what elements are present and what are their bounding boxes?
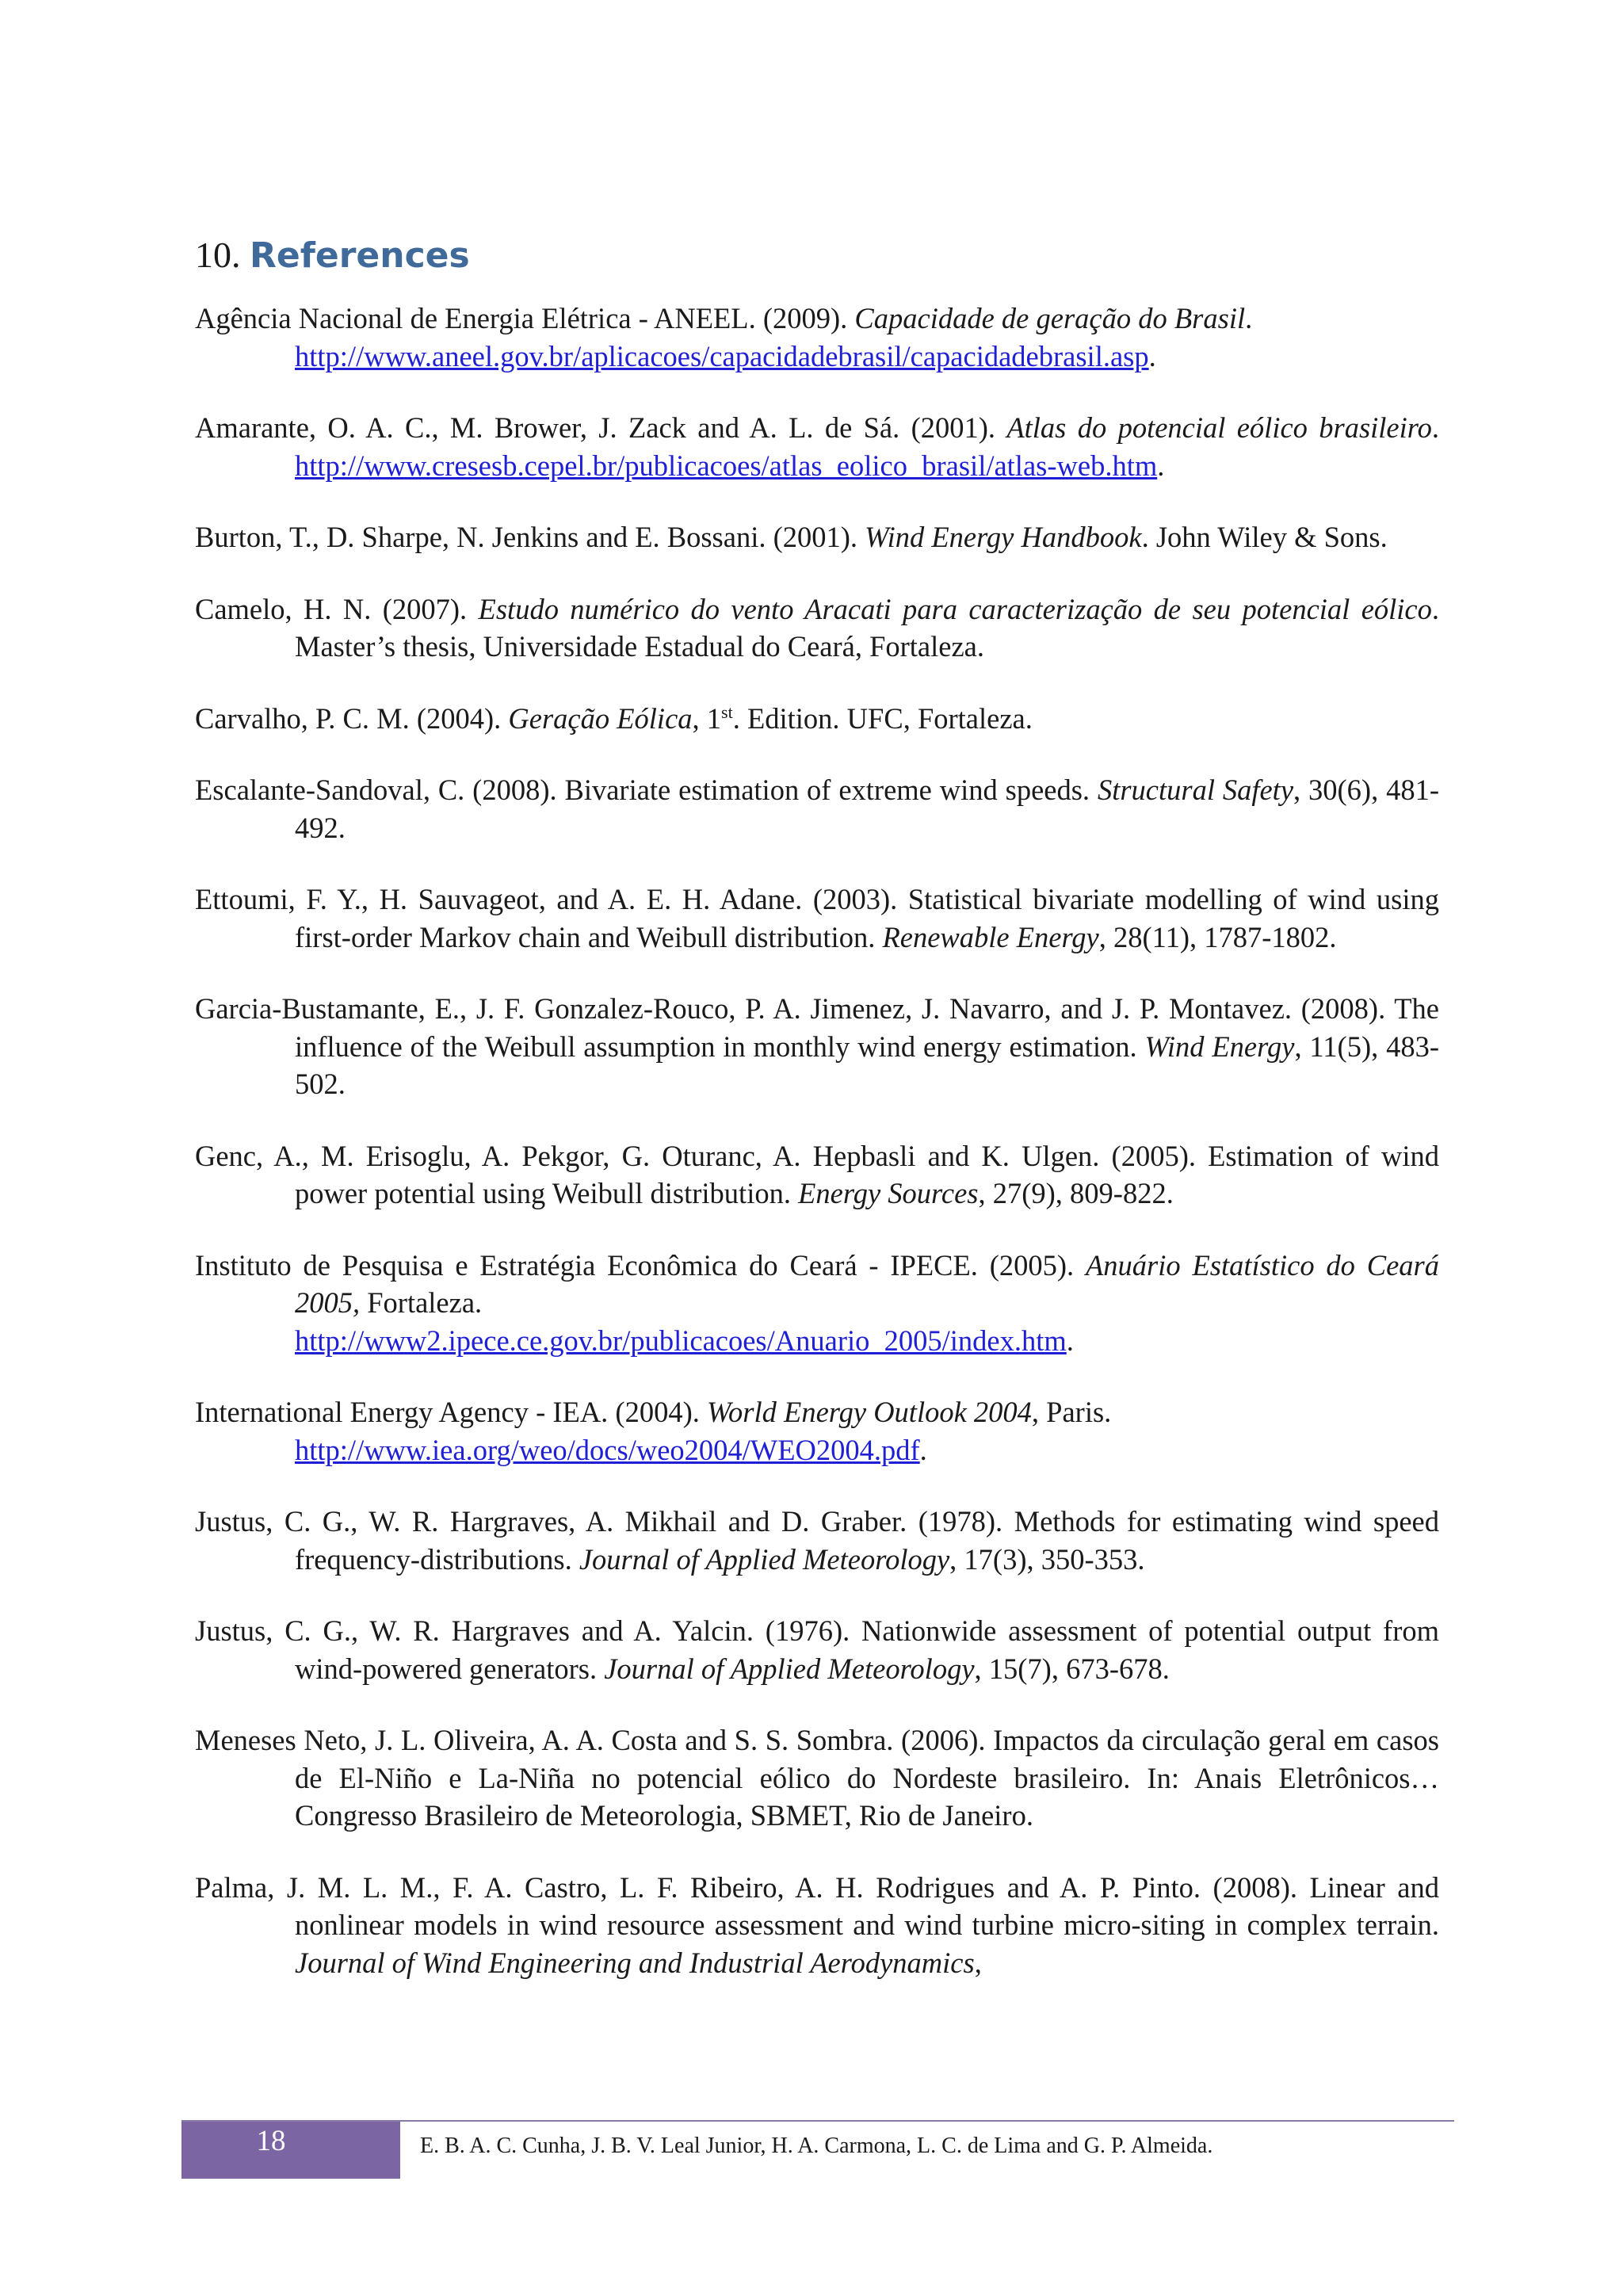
reference-item: Burton, T., D. Sharpe, N. Jenkins and E. Bossani. (2001). Wind Energy Handbook. John Wiley & Sons. bbox=[195, 521, 1388, 553]
reference-item: Amarante, O. A. C., M. Brower, J. Zack and A. L. de Sá. (2001). Atlas do potencial eólico brasileiro. http://www.cresesb.cepel.br/publicacoes/atlas_eolico_brasil/atlas-web.htm. bbox=[195, 411, 1439, 482]
reference-item: Agência Nacional de Energia Elétrica - ANEEL. (2009). Capacidade de geração do Brasil. http://www.aneel.gov.br/aplicacoes/capacidadebrasil/capacidadebrasil.asp. bbox=[195, 302, 1253, 372]
reference-item: Garcia-Bustamante, E., J. F. Gonzalez-Rouco, P. A. Jimenez, J. Navarro, and J. P. Montavez. (2008). The influence of the Weibull assumption in monthly wind energy estimation. Wind Energy, 11(5), 483-502. bbox=[195, 992, 1440, 1100]
section-heading bbox=[195, 231, 470, 280]
reference-item: Palma, J. M. L. M., F. A. Castro, L. F. Ribeiro, A. H. Rodrigues and A. P. Pinto. (2008). Linear and nonlinear models in wind resource assessment and wind turbine micro-siting in complex terrain. Journal of Wind Engineering and Industrial Aerodynamics, bbox=[195, 1870, 1439, 1979]
section-number: 10. bbox=[195, 235, 241, 275]
reference-item: Ettoumi, F. Y., H. Sauvageot, and A. E. H. Adane. (2003). Statistical bivariate modelling of wind using first-order Markov chain and Weibull distribution. Renewable Energy, 28(11), 1787-1802. bbox=[195, 883, 1439, 953]
reference-item: Meneses Neto, J. L. Oliveira, A. A. Costa and S. S. Sombra. (2006). Impactos da circulação geral em casos de El-Niño e La-Niña no potencial eólico do Nordeste brasileiro. In: Anais Eletrônicos… Congresso Brasileiro de Meteorologia, SBMET, Rio de Janeiro. bbox=[195, 1724, 1439, 1832]
reference-item: Justus, C. G., W. R. Hargraves and A. Yalcin. (1976). Nationwide assessment of potential output from wind-powered generators. Journal of Applied Meteorology, 15(7), 673-678. bbox=[195, 1614, 1439, 1685]
reference-item: Camelo, H. N. (2007). Estudo numérico do vento Aracati para caracterização de seu potencial eólico. Master’s thesis, Universidade Estadual do Ceará, Fortaleza. bbox=[195, 592, 1439, 663]
reference-item: Escalante-Sandoval, C. (2008). Bivariate estimation of extreme wind speeds. Structural Safety, 30(6), 481-492. bbox=[195, 774, 1439, 844]
reference-item: International Energy Agency - IEA. (2004). World Energy Outlook 2004, Paris. http://www.iea.org/weo/docs/weo2004/WEO2004.pdf. bbox=[195, 1396, 1112, 1466]
reference-list bbox=[195, 300, 1439, 2015]
reference-link[interactable]: http://www.aneel.gov.br/aplicacoes/capacidadebrasil/capacidadebrasil.asp bbox=[295, 339, 1149, 372]
reference-item: Instituto de Pesquisa e Estratégia Econômica do Ceará - IPECE. (2005). Anuário Estatístico do Ceará 2005, Fortaleza. http://www2.ipece.ce.gov.br/publicacoes/Anuario_2005/index.htm. bbox=[195, 1248, 1440, 1357]
reference-link[interactable]: http://www.cresesb.cepel.br/publicacoes/atlas_eolico_brasil/atlas-web.htm bbox=[295, 449, 1158, 482]
page-number: 18 bbox=[256, 2125, 286, 2157]
reference-link[interactable]: http://www.iea.org/weo/docs/weo2004/WEO2004.pdf bbox=[295, 1433, 920, 1466]
reference-item: Carvalho, P. C. M. (2004). Geração Eólica, 1st. Edition. UFC, Fortaleza. bbox=[195, 701, 1033, 735]
reference-link[interactable]: http://www2.ipece.ce.gov.br/publicacoes/Anuario_2005/index.htm bbox=[295, 1324, 1067, 1357]
reference-item: Genc, A., M. Erisoglu, A. Pekgor, G. Oturanc, A. Hepbasli and K. Ulgen. (2005). Estimation of wind power potential using Weibull distribution. Energy Sources, 27(9), 809-822. bbox=[195, 1139, 1439, 1209]
footer-authors: E. B. A. C. Cunha, J. B. V. Leal Junior, H. A. Carmona, L. C. de Lima and G. P. Almeida. bbox=[420, 2134, 1213, 2158]
reference-item: Justus, C. G., W. R. Hargraves, A. Mikhail and D. Graber. (1978). Methods for estimating wind speed frequency-distributions. Journal of Applied Meteorology, 17(3), 350-353. bbox=[195, 1505, 1439, 1576]
section-title: References bbox=[250, 235, 470, 276]
